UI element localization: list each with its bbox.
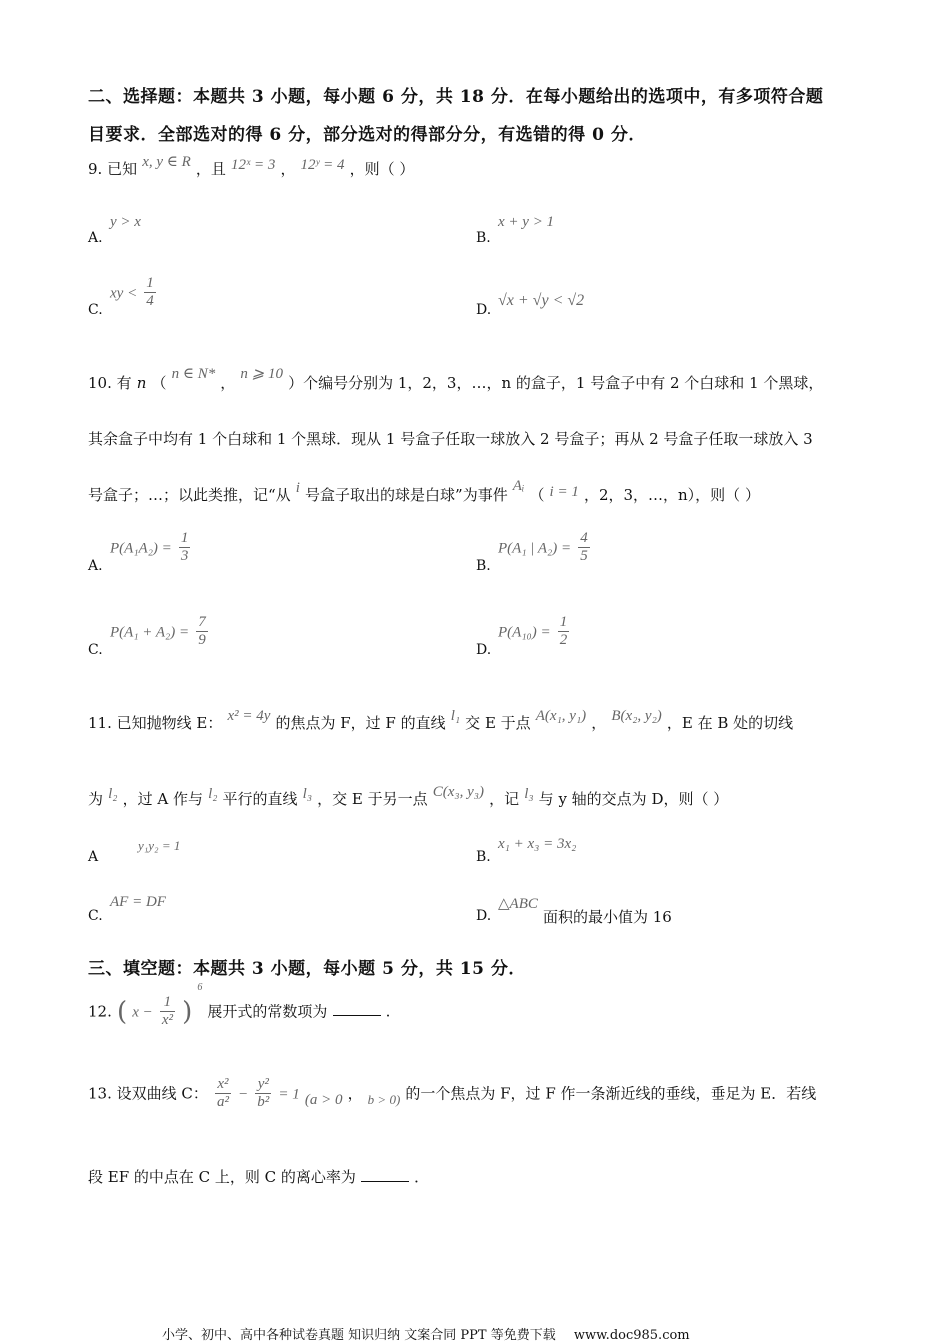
q13-fraction-2 bbox=[255, 1076, 271, 1112]
section2-heading-line1: 二、选择题：本题共 3 小题，每小题 6 分，共 18 分．在每小题给出的选项中，有多项符合题 bbox=[88, 87, 824, 107]
q10-option-d-label: D. bbox=[476, 642, 492, 658]
q11-l3: l₃ bbox=[302, 786, 313, 802]
q10-cond2: n ⩾ 10 bbox=[240, 366, 283, 382]
q12-right-paren: ) bbox=[182, 996, 193, 1027]
q9-tail: ，则（ ） bbox=[349, 160, 415, 178]
q10-option-a-left: P(A₁A₂) = bbox=[110, 540, 172, 557]
q11-t3: ，E 在 B 处的切线 bbox=[666, 714, 794, 732]
q10-sep: ， bbox=[220, 374, 236, 392]
q10-number: 10. 有 bbox=[88, 374, 132, 392]
question-13-line2 bbox=[88, 1166, 429, 1187]
q12-exponent: 6 bbox=[197, 982, 203, 994]
q9-cond2: 12ʸ = 4 bbox=[300, 157, 345, 173]
q11-point-b: B(x₂, y₂) bbox=[611, 708, 662, 724]
q13-fraction-1-den: a² bbox=[216, 1094, 229, 1111]
q12-answer-blank[interactable] bbox=[333, 1003, 381, 1016]
q9-option-c bbox=[110, 275, 158, 311]
q10-line3d: ，2，3，…，n），则（ ） bbox=[583, 486, 760, 504]
q11-t4: 为 bbox=[88, 790, 104, 808]
q11-option-b: x₁ + x₃ = 3x₂ bbox=[498, 836, 577, 852]
q11-t1: 的焦点为 F，过 F 的直线 bbox=[275, 714, 446, 732]
q12-x: x − bbox=[132, 1004, 153, 1021]
q9-number: 9. 已知 bbox=[88, 160, 138, 178]
q12-tail: 展开式的常数项为 bbox=[207, 1002, 328, 1021]
q11-t9: 与 y 轴的交点为 D，则（ ） bbox=[538, 790, 729, 808]
q13-fraction-1 bbox=[215, 1076, 231, 1112]
q12-fraction-den: x² bbox=[161, 1012, 173, 1029]
q13-end: ． bbox=[414, 1168, 430, 1186]
q10-option-c-left: P(A₁ + A₂) = bbox=[110, 624, 190, 641]
question-12 bbox=[88, 982, 391, 1030]
q10-option-a-fraction bbox=[179, 530, 191, 566]
q11-t8: ，记 bbox=[489, 790, 520, 808]
q11-option-d-tail: 面积的最小值为 16 bbox=[542, 908, 672, 926]
question-11-stem-line2 bbox=[88, 784, 729, 809]
q10-i-eq: i = 1 bbox=[549, 484, 579, 500]
q13-fraction-1-num: x² bbox=[215, 1076, 231, 1094]
q10-option-d-left: P(A₁₀) = bbox=[498, 624, 551, 641]
q10-option-a-den: 3 bbox=[180, 548, 189, 565]
q10-option-b-den: 5 bbox=[580, 548, 588, 565]
footer-site-link[interactable]: www.doc985.com bbox=[573, 1328, 690, 1343]
q10-n: n bbox=[136, 374, 147, 392]
q11-option-a: y₁y₂ = 1 bbox=[138, 838, 181, 853]
q10-Ai: Aᵢ bbox=[512, 478, 525, 494]
q13-answer-blank[interactable] bbox=[361, 1169, 409, 1182]
section3-heading: 三、填空题：本题共 3 小题，每小题 5 分，共 15 分． bbox=[88, 959, 526, 979]
question-13-line1 bbox=[88, 1076, 816, 1112]
q10-option-d-num: 1 bbox=[558, 614, 570, 632]
q10-option-c-num: 7 bbox=[196, 614, 208, 632]
q9-sep: ， bbox=[280, 160, 296, 178]
q13-t1: 的一个焦点为 F，过 F 作一条渐近线的垂线，垂足为 E．若线 bbox=[405, 1084, 817, 1103]
q13-fraction-2-den: b² bbox=[257, 1094, 270, 1111]
q11-l1: l₁ bbox=[450, 708, 461, 724]
q10-option-b-label: B. bbox=[476, 558, 491, 574]
q10-open: （ bbox=[151, 374, 167, 392]
question-10-stem-line2: 其余盒子中均有 1 个白球和 1 个黑球．现从 1 号盒子任取一球放入 2 号盒子；再从 2 号盒子任取一球放入 3 bbox=[88, 430, 813, 448]
question-10-stem-line3 bbox=[88, 478, 760, 505]
q13-eq: = 1 bbox=[278, 1086, 300, 1103]
q13-cond-sep: ， bbox=[347, 1084, 363, 1103]
q10-line3c: （ bbox=[529, 486, 545, 504]
q10-line3a: 号盒子；…；以此类推，记“从 bbox=[88, 486, 291, 504]
q11-l2b: l₂ bbox=[208, 786, 218, 802]
q10-line3b: 号盒子取出的球是白球”为事件 bbox=[305, 486, 508, 504]
q9-option-c-left: xy < bbox=[110, 285, 138, 302]
q10-option-b-num: 4 bbox=[578, 530, 590, 548]
footer-text: 小学、初中、高中各种试卷真题 知识归纳 文案合同 PPT 等免费下载 bbox=[162, 1328, 556, 1343]
q9-option-b: x + y > 1 bbox=[498, 214, 555, 230]
q10-i: i bbox=[295, 480, 300, 496]
question-10-stem-line1 bbox=[88, 366, 824, 393]
q10-option-b bbox=[498, 530, 592, 566]
q11-t6: 平行的直线 bbox=[222, 790, 298, 808]
q10-option-d-fraction bbox=[558, 614, 570, 650]
q13-minus: − bbox=[238, 1086, 249, 1103]
q10-option-a-num: 1 bbox=[179, 530, 191, 548]
q13-number: 13. 设双曲线 C： bbox=[88, 1084, 208, 1103]
q9-option-d-label: D. bbox=[476, 302, 492, 318]
q13-cond2: b > 0) bbox=[367, 1092, 401, 1108]
q10-option-c bbox=[110, 614, 210, 650]
q12-left-paren: ( bbox=[116, 996, 128, 1027]
q10-option-c-den: 9 bbox=[198, 632, 206, 649]
q9-option-c-fraction bbox=[144, 275, 156, 311]
q12-end: . bbox=[385, 1002, 391, 1021]
q11-eq: x² = 4y bbox=[227, 708, 271, 724]
q10-option-c-fraction bbox=[196, 614, 208, 650]
q11-l2: l₂ bbox=[108, 786, 118, 802]
q10-option-d bbox=[498, 614, 571, 650]
q11-l3b: l₃ bbox=[524, 786, 534, 802]
q10-option-a-label: A. bbox=[88, 558, 103, 574]
q13-cond1: (a > 0 bbox=[304, 1092, 343, 1109]
q11-option-c-label: C. bbox=[88, 908, 103, 924]
question-9-stem bbox=[88, 154, 415, 179]
q10-option-d-den: 2 bbox=[559, 632, 568, 649]
footer bbox=[162, 1324, 690, 1343]
q10-option-b-fraction bbox=[578, 530, 590, 566]
q11-t2: 交 E 于点 bbox=[465, 714, 531, 732]
q10-cond1: n ∈ N* bbox=[171, 366, 216, 382]
q11-sep: ， bbox=[591, 714, 607, 732]
q13-fraction-2-num: y² bbox=[255, 1076, 271, 1094]
q9-option-c-den: 4 bbox=[146, 293, 154, 310]
q9-cond1: 12ˣ = 3 bbox=[230, 157, 276, 173]
q11-t7: ，交 E 于另一点 bbox=[317, 790, 428, 808]
q13-line2: 段 EF 的中点在 C 上，则 C 的离心率为 bbox=[88, 1168, 356, 1186]
q11-point-a: A(x₁, y₁) bbox=[535, 708, 587, 724]
q11-option-c: AF = DF bbox=[110, 894, 166, 910]
q11-option-d-label: D. bbox=[476, 908, 492, 924]
q12-fraction bbox=[160, 994, 175, 1030]
q9-option-a-label: A. bbox=[88, 230, 103, 246]
q9-option-c-label: C. bbox=[88, 302, 103, 318]
q11-option-d-triangle: △ABC bbox=[498, 896, 538, 912]
q10-text1: ）个编号分别为 1，2，3，…，n 的盒子，1 号盒子中有 2 个白球和 1 个黑球， bbox=[288, 374, 824, 392]
q12-number: 12. bbox=[88, 1002, 112, 1021]
q10-option-b-left: P(A₁ | A₂) = bbox=[498, 540, 572, 557]
q11-point-c: C(x₃, y₃) bbox=[432, 784, 484, 800]
section2-heading-line2: 目要求．全部选对的得 6 分，部分选对的得部分分，有选错的得 0 分． bbox=[88, 125, 646, 145]
q10-option-a bbox=[110, 530, 192, 566]
question-11-stem-line1 bbox=[88, 708, 794, 733]
q11-option-b-label: B. bbox=[476, 849, 491, 865]
q10-option-c-label: C. bbox=[88, 642, 103, 658]
q9-given: x, y ∈ R bbox=[142, 154, 191, 170]
q11-option-a-label: A bbox=[88, 849, 99, 865]
q9-option-d: √x + √y < √2 bbox=[498, 292, 585, 309]
q11-option-d bbox=[498, 892, 672, 926]
q9-option-c-num: 1 bbox=[144, 275, 156, 293]
q9-option-a: y > x bbox=[110, 214, 141, 230]
q11-t5: ，过 A 作与 bbox=[122, 790, 203, 808]
q9-and: ，且 bbox=[195, 160, 226, 178]
q12-fraction-num: 1 bbox=[160, 994, 175, 1012]
q9-option-b-label: B. bbox=[476, 230, 491, 246]
q11-number: 11. 已知抛物线 E： bbox=[88, 714, 223, 732]
